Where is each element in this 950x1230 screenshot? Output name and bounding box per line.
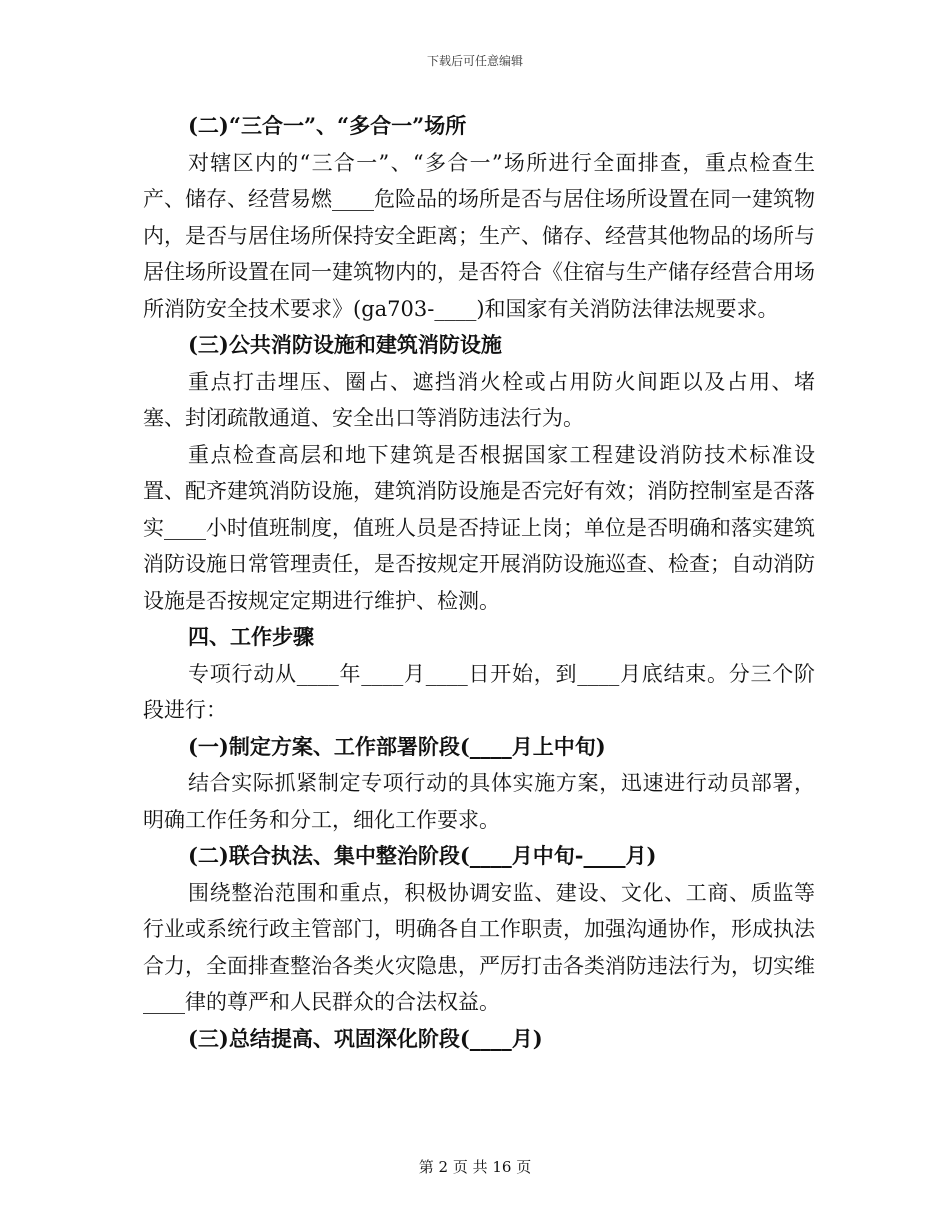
paragraph-steps: 专项行动从____年____月____日开始，到____月底结束。分三个阶段进行：: [143, 661, 815, 722]
paragraph-stage2: 围绕整治范围和重点，积极协调安监、建设、文化、工商、质监等行业或系统行政主管部门，明确各自工作职责，加强沟通协作，形成执法合力，全面排查整治各类火灾隐患，严厉打击各类消防违法行为，切实维____律的尊严和人民群众的合法权益。: [143, 880, 815, 1014]
page-header: 下载后可任意编辑: [426, 54, 523, 68]
page-footer: 第 2 页 共 16 页: [418, 1158, 532, 1176]
paragraph-facilities-1: 重点打击埋压、圈占、遮挡消火栓或占用防火间距以及占用、堵塞、封闭疏散通道、安全出口等消防违法行为。: [143, 369, 815, 430]
section-heading-facilities: (三)公共消防设施和建筑消防设施: [188, 332, 502, 357]
paragraph-facilities-2: 重点检查高层和地下建筑是否根据国家工程建设消防技术标准设置、配齐建筑消防设施，建筑消防设施是否完好有效；消防控制室是否落实____小时值班制度，值班人员是否持证上岗；单位是否明确和落实建筑消防设施日常管理责任，是否按规定开展消防设施巡查、检查；自动消防设施是否按规定定期进行维护、检测。: [143, 442, 815, 613]
document-body: [143, 108, 815, 1057]
section-heading-stage1: (一)制定方案、工作部署阶段(____月上中旬): [188, 733, 606, 759]
paragraph-sanheyi: 对辖区内的“三合一”、“多合一”场所进行全面排查，重点检查生产、储存、经营易燃____危险品的场所是否与居住场所设置在同一建筑物内，是否与居住场所保持安全距离；生产、储存、经营其他物品的场所与居住场所设置在同一建筑物内的，是否符合《住宿与生产储存经营合用场所消防安全技术要求》(ga703-____)和国家有关消防法律法规要求。: [143, 150, 815, 321]
paragraph-stage1: 结合实际抓紧制定专项行动的具体实施方案，迅速进行动员部署，明确工作任务和分工，细化工作要求。: [143, 771, 815, 832]
section-heading-steps: 四、工作步骤: [188, 624, 314, 649]
section-heading-stage2: (二)联合执法、集中整治阶段(____月中旬-____月): [188, 843, 657, 868]
section-heading-stage3: (三)总结提高、巩固深化阶段(____月): [188, 1025, 543, 1051]
section-heading-sanheyi: (二)“三合一”、“多合一”场所: [188, 113, 467, 138]
